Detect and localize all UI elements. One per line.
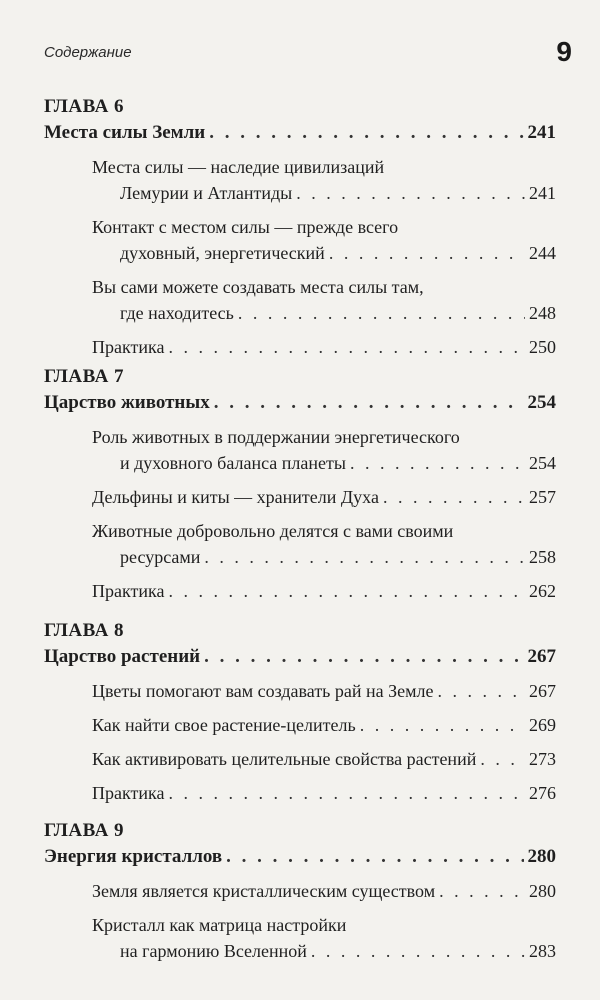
leader-dots [226, 844, 523, 870]
toc-entry-page: 262 [529, 581, 556, 601]
toc-entry [44, 484, 556, 510]
toc-entry-row [92, 578, 556, 604]
chapter-7 [44, 364, 556, 604]
chapter-title: Места силы Земли [44, 122, 206, 143]
toc-entry [44, 878, 556, 904]
toc-entry [44, 578, 556, 604]
toc-entry-page: 250 [529, 337, 556, 357]
leader-dots [214, 390, 524, 416]
toc-entry-page: 283 [529, 941, 556, 961]
leader-dots [168, 578, 525, 604]
toc-entry-text: Вы сами можете создавать места силы там, [92, 277, 424, 297]
leader-dots [204, 544, 525, 570]
toc-entry-row [92, 450, 556, 476]
toc-entry-text: ресурсами [120, 547, 201, 567]
leader-dots [383, 484, 525, 510]
toc-entry-row [92, 878, 556, 904]
toc-entry-page: 273 [529, 749, 556, 769]
toc-entry-text: Практика [92, 337, 165, 357]
toc-entry-row [92, 712, 556, 738]
chapter-9 [44, 818, 556, 964]
toc-entry-row [92, 334, 556, 360]
toc-entry [44, 780, 556, 806]
leader-dots [168, 780, 525, 806]
leader-dots [311, 938, 525, 964]
toc-entry-text: Контакт с местом силы — прежде всего [92, 217, 399, 237]
toc-entry-page: 269 [529, 715, 556, 735]
toc-entry-text: и духовного баланса планеты [120, 453, 346, 473]
toc-entry [44, 518, 556, 570]
leader-dots [168, 334, 525, 360]
chapter-label: ГЛАВА 8 [44, 620, 125, 641]
chapter-label: ГЛАВА 7 [44, 366, 125, 387]
leader-dots [296, 180, 525, 206]
chapter-title: Энергия кристаллов [44, 846, 223, 867]
toc-entry-page: 257 [529, 487, 556, 507]
chapter-page: 254 [527, 392, 556, 413]
chapter-title: Царство животных [44, 392, 210, 413]
toc-entry [44, 274, 556, 326]
toc-entry [44, 912, 556, 964]
chapter-label: ГЛАВА 6 [44, 96, 125, 117]
leader-dots [209, 120, 523, 146]
chapter-page: 241 [527, 122, 556, 143]
toc-entry [44, 746, 556, 772]
leader-dots [350, 450, 525, 476]
toc-entry [44, 678, 556, 704]
toc-entry-row [92, 780, 556, 806]
chapter-title-row [44, 844, 556, 870]
page-number: 9 [556, 36, 572, 67]
toc-entry-row [92, 300, 556, 326]
chapter-page: 280 [527, 846, 556, 867]
toc-entry-page: 254 [529, 453, 556, 473]
toc-entry-text: Практика [92, 581, 165, 601]
toc-entry-text: Цветы помогают вам создавать рай на Земле [92, 681, 434, 701]
chapter-title: Царство растений [44, 646, 201, 667]
chapter-title-row [44, 120, 556, 146]
toc-entry [44, 214, 556, 266]
toc-entry [44, 334, 556, 360]
toc-entry-page: 258 [529, 547, 556, 567]
toc-entry-text: Земля является кристаллическим существом [92, 881, 436, 901]
toc-entry-page: 241 [529, 183, 556, 203]
toc-entry-text: Места силы — наследие цивилизаций [92, 157, 385, 177]
leader-dots [480, 746, 525, 772]
toc-entry-page: 280 [529, 881, 556, 901]
toc-entry-row [92, 746, 556, 772]
toc-entry-text: Лемурии и Атлантиды [120, 183, 293, 203]
chapter-label: ГЛАВА 9 [44, 820, 125, 841]
leader-dots [360, 712, 525, 738]
toc-entry-row [92, 938, 556, 964]
toc-entry-page: 244 [529, 243, 556, 263]
toc-entry-text: Животные добровольно делятся с вами своими [92, 521, 454, 541]
toc-entry-page: 248 [529, 303, 556, 323]
toc-entry-text: на гармонию Вселенной [120, 941, 307, 961]
toc-entry-row [92, 678, 556, 704]
toc-entry-text: Кристалл как матрица настройки [92, 915, 347, 935]
leader-dots [329, 240, 525, 266]
leader-dots [438, 678, 525, 704]
toc-entry-text: Практика [92, 783, 165, 803]
leader-dots [204, 644, 523, 670]
toc-entry [44, 712, 556, 738]
chapter-title-row [44, 644, 556, 670]
toc-entry-text: Как найти свое растение-целитель [92, 715, 356, 735]
chapter-page: 267 [527, 646, 556, 667]
toc-entry-page: 276 [529, 783, 556, 803]
toc-entry-text: Роль животных в поддержании энергетического [92, 427, 460, 447]
leader-dots [439, 878, 525, 904]
toc-entry-row [92, 180, 556, 206]
leader-dots [238, 300, 525, 326]
running-title: Содержание [44, 44, 132, 61]
toc-entry-row [92, 484, 556, 510]
toc-entry-row [92, 544, 556, 570]
toc-entry [44, 154, 556, 206]
toc-entry-text: духовный, энергетический [120, 243, 325, 263]
chapter-8 [44, 618, 556, 806]
toc-entry-text: Как активировать целительные свойства растений [92, 749, 477, 769]
chapter-6 [44, 94, 556, 360]
toc-entry-page: 267 [529, 681, 556, 701]
toc-entry [44, 424, 556, 476]
toc-entry-row [92, 240, 556, 266]
toc-entry-text: Дельфины и киты — хранители Духа [92, 487, 379, 507]
toc-entry-text: где находитесь [120, 303, 234, 323]
chapter-title-row [44, 390, 556, 416]
